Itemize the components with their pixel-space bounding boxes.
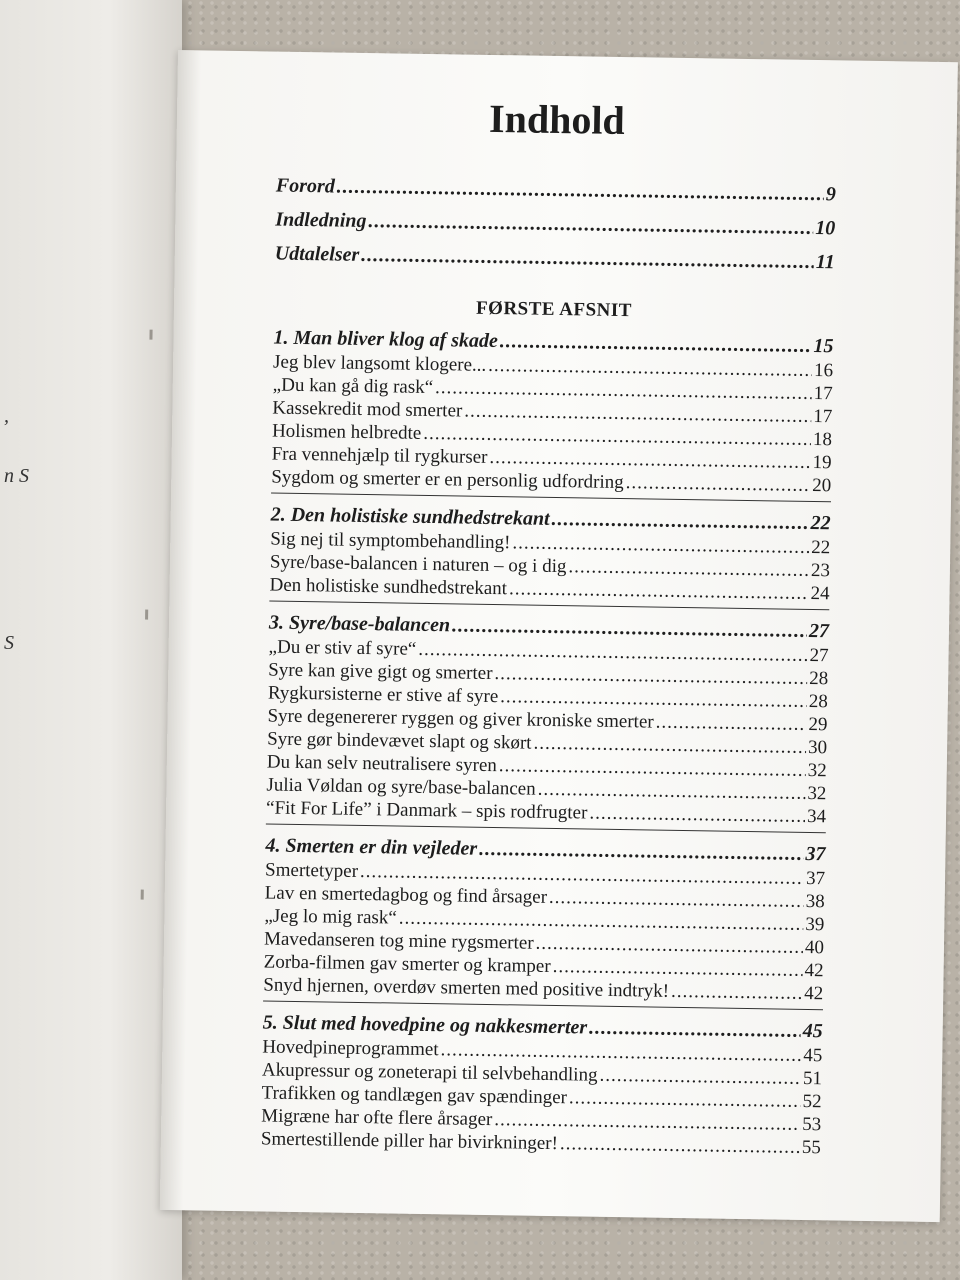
toc-entry-label: Zorba-filmen gav smerter og kramper xyxy=(263,951,551,977)
section-heading: FØRSTE AFSNIT xyxy=(475,297,633,322)
chapter-block xyxy=(271,325,834,498)
binding-stitch xyxy=(141,890,144,900)
chapter-list xyxy=(261,325,834,1160)
left-page-fragment: S xyxy=(4,632,14,654)
toc-entry-page-number: 22 xyxy=(811,537,831,559)
toc-entry-label: Kassekredit mod smerter xyxy=(272,397,463,422)
toc-entry-label: „Du er stiv af syre“ xyxy=(268,636,417,660)
toc-entry-label: Hovedpineprogrammet xyxy=(262,1036,439,1061)
toc-entry-page-number: 29 xyxy=(808,713,828,736)
toc-entry-label: Trafikken og tandlægen gav spændinger xyxy=(261,1082,568,1109)
toc-entry-label: Forord xyxy=(275,174,335,198)
table-of-contents xyxy=(261,92,838,1160)
toc-entry-label: 4. Smerten er din vejleder xyxy=(265,834,478,860)
dot-leader xyxy=(589,802,805,828)
toc-entry-label: Jeg blev langsomt klogere... xyxy=(272,351,487,376)
right-page xyxy=(160,50,958,1222)
chapter-block xyxy=(263,823,826,1005)
toc-entry-page-number: 32 xyxy=(807,782,827,805)
toc-entry-page-number: 39 xyxy=(805,913,825,936)
dot-leader xyxy=(626,471,811,497)
binding-stitch xyxy=(149,330,152,340)
toc-entry-label: „Du kan gå dig rask“ xyxy=(272,374,434,399)
toc-entry-page-number: 19 xyxy=(812,452,832,474)
toc-entry-label: Lav en smertedagbog og find årsager xyxy=(264,882,548,908)
chapter-block xyxy=(266,601,829,829)
toc-entry-page-number: 42 xyxy=(804,959,824,982)
toc-entry-page-number: 45 xyxy=(802,1019,823,1043)
toc-entry-page-number: 27 xyxy=(809,644,829,667)
toc-entry-page-number: 37 xyxy=(805,842,826,866)
toc-entry-label: 5. Slut med hovedpine og nakkesmerter xyxy=(262,1011,588,1039)
toc-entry-page-number: 10 xyxy=(815,217,836,240)
dot-leader xyxy=(551,506,808,536)
toc-entry-label: Mavedanseren tog mine rygsmerter xyxy=(263,928,534,954)
dot-leader xyxy=(509,577,809,605)
toc-entry-label: Den holistiske sundhedstrekant xyxy=(269,574,508,600)
toc-entry-label: Du kan selv neutralisere syren xyxy=(266,751,498,777)
toc-entry-label: Akupressur og zoneterapi til selvbehandling xyxy=(261,1059,598,1086)
dot-leader xyxy=(560,1132,800,1159)
toc-entry-label: 3. Syre/base-balancen xyxy=(268,611,451,637)
toc-entry-page-number: 45 xyxy=(803,1044,823,1067)
toc-entry-page-number: 11 xyxy=(815,251,835,274)
toc-entry-page-number: 23 xyxy=(810,560,831,582)
toc-entry-label: Snyd hjernen, overdøv smerten med positive indtryk! xyxy=(263,974,670,1002)
toc-entry-page-number: 15 xyxy=(813,335,834,358)
toc-entry-label: “Fit For Life” i Danmark – spis rodfrugter xyxy=(265,797,588,824)
toc-entry-label: „Jeg lo mig rask“ xyxy=(264,905,397,929)
toc-entry-label: Syre degenererer ryggen og giver kroniske smerter xyxy=(267,705,654,733)
front-matter-list xyxy=(275,169,837,280)
toc-entry-page-number: 24 xyxy=(810,583,830,605)
toc-entry-page-number: 20 xyxy=(812,475,832,497)
toc-entry-page-number: 18 xyxy=(812,429,833,451)
toc-entry-page-number: 51 xyxy=(802,1067,823,1090)
toc-entry-page-number: 40 xyxy=(804,936,825,959)
toc-entry-page-number: 34 xyxy=(806,805,827,828)
toc-entry-page-number: 55 xyxy=(801,1136,822,1159)
dot-leader xyxy=(656,711,807,736)
toc-entry-page-number: 16 xyxy=(813,360,834,382)
toc-entry-label: Udtalelser xyxy=(274,242,360,266)
toc-entry-page-number: 22 xyxy=(810,511,831,535)
toc-entry-page-number: 53 xyxy=(802,1113,822,1136)
toc-entry-label: Syre/base-balancen i naturen – og i dig xyxy=(269,551,567,578)
toc-entry-page-number: 32 xyxy=(807,759,827,782)
toc-entry-label: Fra vennehjælp til rygkurser xyxy=(271,443,488,468)
dot-leader xyxy=(671,980,803,1005)
toc-title: Indhold xyxy=(488,95,626,144)
binding-stitch xyxy=(145,610,148,620)
toc-entry-label: Indledning xyxy=(275,208,367,232)
toc-entry-page-number: 52 xyxy=(802,1090,822,1113)
dot-leader xyxy=(361,238,814,279)
toc-entry-label: Smertestillende piller har bivirkninger! xyxy=(260,1128,559,1155)
left-page-fragment: , xyxy=(4,405,9,427)
toc-entry-label: Syre kan give gigt og smerter xyxy=(268,659,493,685)
toc-entry-label: Holismen helbredte xyxy=(271,420,422,444)
dot-leader xyxy=(599,1064,801,1090)
toc-entry-label: Syre gør bindevævet slapt og skørt xyxy=(267,728,532,754)
toc-entry-label: Migræne har ofte flere årsager xyxy=(261,1105,493,1131)
toc-entry-label: Smertetyper xyxy=(264,859,359,882)
toc-entry-label: 1. Man bliver klog af skade xyxy=(273,326,499,353)
dot-leader xyxy=(589,1015,801,1044)
toc-entry-page-number: 27 xyxy=(808,619,830,643)
toc-entry-page-number: 9 xyxy=(825,183,836,206)
toc-entry-page-number: 28 xyxy=(809,667,829,690)
toc-entry-label: Rygkursisterne er stive af syre xyxy=(267,682,499,708)
toc-entry-label: Julia Vøldan og syre/base-balancen xyxy=(266,774,536,800)
toc-entry-page-number: 30 xyxy=(807,736,828,759)
chapter-block xyxy=(261,1000,823,1159)
left-page xyxy=(0,0,182,1280)
toc-entry-label: 2. Den holistiske sundhedstrekant xyxy=(270,503,550,530)
toc-entry-page-number: 17 xyxy=(813,383,833,405)
left-page-fragment: n S xyxy=(4,465,29,487)
chapter-block xyxy=(269,493,831,606)
toc-entry-page-number: 28 xyxy=(808,690,829,713)
toc-entry-page-number: 17 xyxy=(813,406,833,428)
toc-entry-label: Sig nej til symptombehandling! xyxy=(270,528,511,554)
toc-entry-page-number: 38 xyxy=(805,890,825,913)
toc-entry-label: Sygdom og smerter er en personlig udfordring xyxy=(271,466,624,494)
toc-entry-page-number: 37 xyxy=(805,867,826,890)
toc-entry-page-number: 42 xyxy=(804,982,824,1005)
